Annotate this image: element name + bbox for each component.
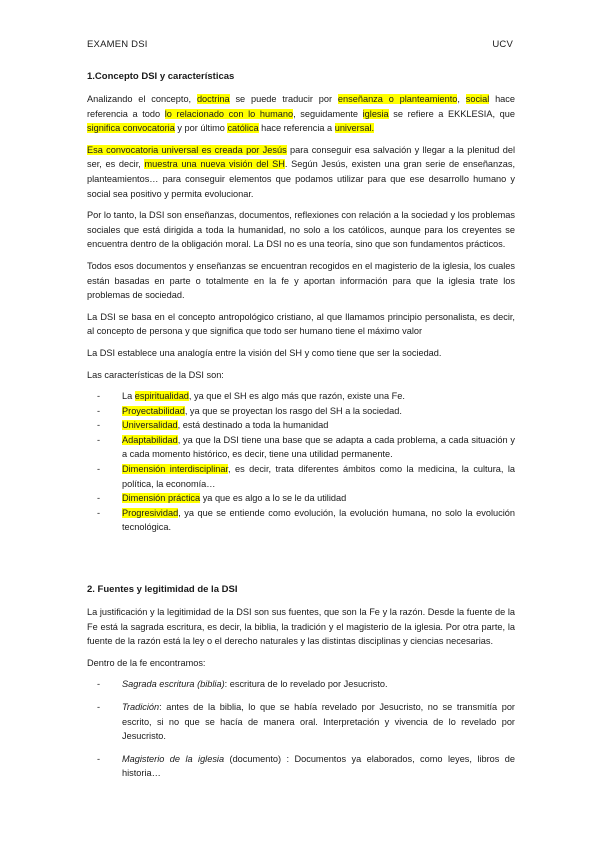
text: ya que es algo a lo se le da utilidad bbox=[200, 493, 347, 504]
text: , ya que se entiende como evolución, la evolución humana, no solo la evolución tecnológica. bbox=[122, 507, 515, 533]
paragraph bbox=[87, 92, 515, 136]
highlight: Esa convocatoria universal es creada por Jesús bbox=[87, 144, 287, 155]
text: , ya que la DSI tiene una base que se adapta a cada problema, a cada situación y a cada momento histórico, es decir, tiene una utilidad permanente. bbox=[122, 434, 515, 460]
text: y por último bbox=[174, 123, 228, 134]
text: (documento) : Documentos ya elaborados, como leyes, libros de historia… bbox=[122, 753, 515, 779]
highlight: Adaptabilidad bbox=[122, 434, 178, 445]
text: , bbox=[457, 94, 466, 104]
text: La bbox=[122, 391, 135, 402]
highlight: espiritualidad bbox=[134, 391, 189, 402]
list-item bbox=[87, 752, 515, 781]
italic-term: Sagrada escritura (biblia) bbox=[122, 679, 225, 690]
paragraph: La justificación y la legitimidad de la DSI son sus fuentes, que son la Fe y la razón. Desde la fuente de la Fe está la sagrada escritura, es decir, la biblia, la tradición y el magisterio de la iglesia. Por otra parte, la fuente de la razón está la ley o el derecho naturales y las distintas disciplinas y ciencias necesarias. bbox=[87, 607, 515, 647]
text: se refiere a EKKLESIA, que bbox=[388, 108, 515, 119]
paragraph: La DSI se basa en el concepto antropológico cristiano, al que llamamos principio personalista, es decir, al concepto de persona y que significa que todo ser humano tiene el máximo valor bbox=[87, 311, 515, 337]
list-item bbox=[87, 389, 515, 404]
list-item bbox=[87, 677, 515, 692]
paragraph bbox=[87, 143, 515, 201]
text: : escritura de lo revelado por Jesucristo. bbox=[224, 679, 388, 690]
paragraph: La DSI establece una analogía entre la visión del SH y como tiene que ser la sociedad. bbox=[87, 347, 442, 358]
text: , ya que se proyectan los rasgo del SH a la sociedad. bbox=[184, 405, 402, 416]
spacer bbox=[87, 543, 515, 583]
header-left: EXAMEN DSI bbox=[87, 39, 148, 50]
text: hace referencia a bbox=[258, 123, 335, 134]
paragraph: Dentro de la fe encontramos: bbox=[87, 657, 206, 668]
highlight: social bbox=[465, 94, 490, 104]
section-1-title: 1.Concepto DSI y características bbox=[87, 71, 235, 82]
characteristics-list bbox=[87, 389, 515, 535]
text: , está destinado a toda la humanidad bbox=[177, 420, 329, 431]
paragraph: Las características de la DSI son: bbox=[87, 369, 224, 380]
text: , es decir, trata diferentes ámbitos como la medicina, la cultura, la política, la economía… bbox=[122, 464, 516, 489]
header-right: UCV bbox=[492, 39, 513, 50]
text: se puede traducir por bbox=[229, 94, 338, 104]
highlight: católica bbox=[227, 123, 259, 134]
list-item bbox=[87, 418, 515, 433]
highlight: significa convocatoria bbox=[87, 123, 175, 134]
paragraph: Todos esos documentos y enseñanzas se encuentran recogidos en el magisterio de la iglesia, los cuales están basadas en parte o totalmente en la fe y aportan información para que la iglesia trate los problemas de sociedad. bbox=[87, 260, 515, 301]
italic-term: Tradición bbox=[122, 702, 160, 712]
text: , seguidamente bbox=[293, 108, 363, 119]
text: : antes de la biblia, lo que se había revelado por Jesucristo, no se transmitía por escrito, si no que se hacía de manera oral. Interpretación y vivencia de lo revelado por Jesucristo. bbox=[122, 702, 515, 742]
section-2-title: 2. Fuentes y legitimidad de la DSI bbox=[87, 584, 238, 596]
highlight: iglesia bbox=[362, 108, 389, 119]
list-item bbox=[87, 462, 515, 491]
text: . Según Jesús, existen una gran serie de enseñanzas, planteamientos… para conseguir elementos que podamos utilizar para que ese desarrollo humano y social sea positivo y permita evolucionar. bbox=[87, 159, 515, 199]
highlight: universal. bbox=[334, 123, 375, 134]
sources-list bbox=[87, 677, 515, 781]
highlight: doctrina bbox=[196, 94, 230, 104]
highlight: lo relacionado con lo humano bbox=[164, 108, 294, 119]
text: hace referencia a todo bbox=[87, 94, 515, 119]
list-item bbox=[87, 404, 515, 419]
document-body bbox=[87, 70, 515, 789]
text: , ya que el SH es algo más que razón, existe una Fe. bbox=[188, 391, 405, 402]
highlight: Dimensión práctica bbox=[122, 493, 201, 504]
italic-term: Magisterio de la iglesia bbox=[122, 753, 225, 764]
paragraph: Por lo tanto, la DSI son enseñanzas, documentos, reflexiones con relación a la sociedad y los problemas sociales que está dirigida a toda la humanidad, no solo a los católicos, aunque para los creyentes se encuentra dentro de la obligación moral. La DSI no es una teoría, sino que son fundamentos prácticos. bbox=[87, 210, 515, 250]
list-item bbox=[87, 506, 515, 535]
list-item bbox=[87, 433, 515, 462]
text: para conseguir esa salvación y llegar a la plenitud del ser, es decir, bbox=[87, 144, 515, 170]
list-item bbox=[87, 491, 515, 506]
highlight: Universalidad bbox=[122, 420, 178, 431]
highlight: enseñanza o planteamiento bbox=[337, 94, 458, 104]
highlight: Proyectabilidad bbox=[122, 405, 185, 416]
highlight: Dimensión interdisciplinar bbox=[122, 464, 229, 475]
highlight: Progresividad bbox=[122, 507, 179, 518]
list-item bbox=[87, 700, 515, 744]
text: Analizando el concepto, bbox=[87, 94, 197, 104]
highlight: muestra una nueva visión del SH bbox=[144, 159, 285, 170]
